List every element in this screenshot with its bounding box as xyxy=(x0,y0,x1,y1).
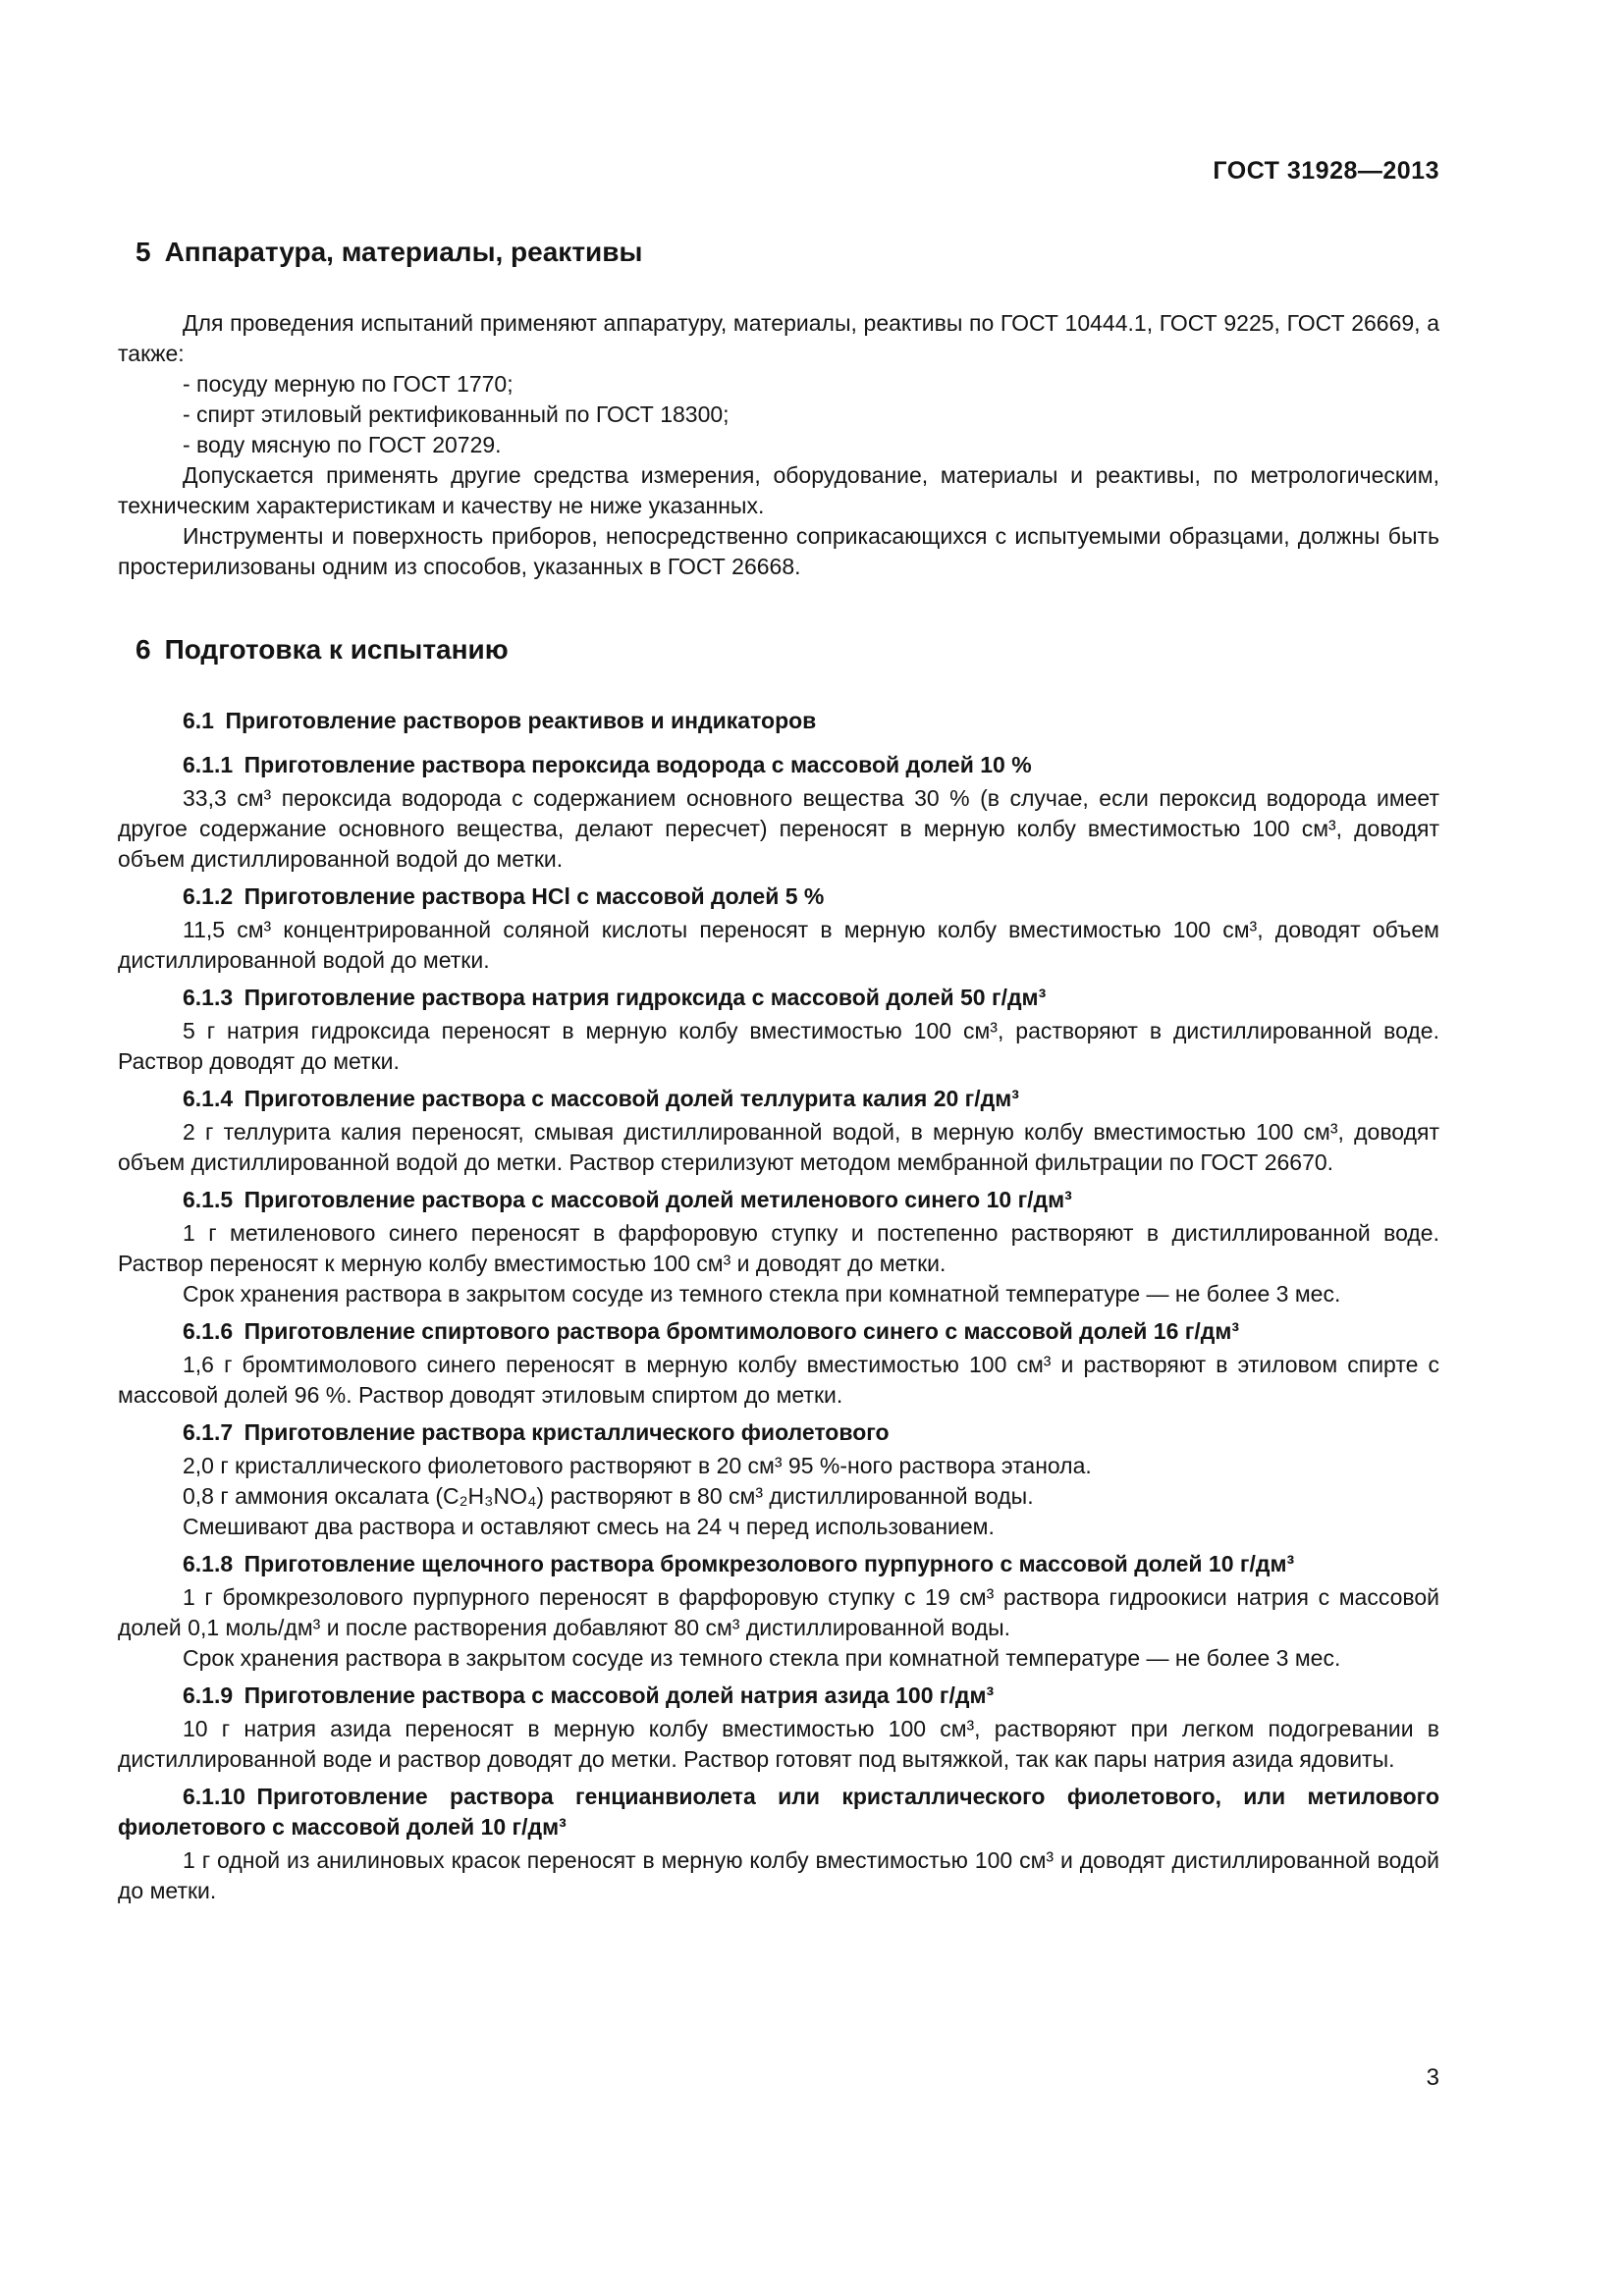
list-item: - воду мясную по ГОСТ 20729. xyxy=(183,432,502,457)
paragraph: 5 г натрия гидроксида переносят в мерную колбу вместимостью 100 см³, растворяют в дистиллированной воде. Раствор доводят до метки. xyxy=(118,1018,1439,1074)
paragraph: 2,0 г кристаллического фиолетового растворяют в 20 см³ 95 %-ного раствора этанола. xyxy=(183,1453,1092,1478)
paragraph: Срок хранения раствора в закрытом сосуде из темного стекла при комнатной температуре — не более 3 мес. xyxy=(183,1645,1341,1671)
paragraph: Инструменты и поверхность приборов, непосредственно соприкасающихся с испытуемыми образцами, должны быть простерилизованы одним из способов, указанных в ГОСТ 26668. xyxy=(118,523,1439,579)
paragraph: 1 г одной из анилиновых красок переносят в мерную колбу вместимостью 100 см³ и доводят дистиллированной водой до метки. xyxy=(118,1847,1439,1903)
paragraph: Срок хранения раствора в закрытом сосуде из темного стекла при комнатной температуре — не более 3 мес. xyxy=(183,1281,1341,1307)
section-heading: 5 Аппаратура, материалы, реактивы xyxy=(135,237,643,267)
subsection-heading: 6.1 Приготовление растворов реактивов и индикаторов xyxy=(183,708,817,733)
paragraph: 33,3 см³ пероксида водорода с содержанием основного вещества 30 % (в случае, если пероксид водорода имеет другое содержание основного вещества, делают пересчет) переносят в мерную колбу вместимостью 100 см³, доводят объем дистиллированной водой до метки. xyxy=(118,785,1439,872)
list-item: - спирт этиловый ректификованный по ГОСТ 18300; xyxy=(183,401,730,427)
clause-heading: 6.1.9 Приготовление раствора с массовой долей натрия азида 100 г/дм³ xyxy=(183,1682,995,1708)
paragraph: 1,6 г бромтимолового синего переносят в мерную колбу вместимостью 100 см³ и растворяют в этиловом спирте с массовой долей 96 %. Раствор доводят этиловым спиртом до метки. xyxy=(118,1352,1439,1408)
paragraph: 0,8 г аммония оксалата (C₂H₃NO₄) растворяют в 80 см³ дистиллированной воды. xyxy=(183,1483,1034,1509)
paragraph: 2 г теллурита калия переносят, смывая дистиллированной водой, в мерную колбу вместимостью 100 см³, доводят объем дистиллированной водой до метки. Раствор стерилизуют методом мембранной фильтрации по ГОСТ 26670. xyxy=(118,1119,1439,1175)
page-number: 3 xyxy=(1426,2064,1439,2091)
paragraph: Для проведения испытаний применяют аппаратуру, материалы, реактивы по ГОСТ 10444.1, ГОСТ 9225, ГОСТ 26669, а также: xyxy=(118,310,1439,366)
document-body xyxy=(118,236,1439,1906)
clause-heading: 6.1.7 Приготовление раствора кристаллического фиолетового xyxy=(183,1419,890,1445)
clause-heading: 6.1.4 Приготовление раствора с массовой долей теллурита калия 20 г/дм³ xyxy=(183,1086,1019,1111)
clause-heading: 6.1.5 Приготовление раствора с массовой долей метиленового синего 10 г/дм³ xyxy=(183,1187,1072,1212)
paragraph: Допускается применять другие средства измерения, оборудование, материалы и реактивы, по метрологическим, техническим характеристикам и качеству не ниже указанных. xyxy=(118,462,1439,518)
paragraph: Смешивают два раствора и оставляют смесь на 24 ч перед использованием. xyxy=(183,1514,995,1539)
paragraph: 1 г бромкрезолового пурпурного переносят в фарфоровую ступку с 19 см³ раствора гидроокиси натрия с массовой долей 0,1 моль/дм³ и после растворения добавляют 80 см³ дистиллированной воды. xyxy=(118,1584,1439,1640)
clause-heading: 6.1.2 Приготовление раствора HCl с массовой долей 5 % xyxy=(183,883,825,909)
paragraph: 10 г натрия азида переносят в мерную колбу вместимостью 100 см³, растворяют при легком подогревании в дистиллированной воде и раствор доводят до метки. Раствор готовят под вытяжкой, так как пары натрия азида ядовиты. xyxy=(118,1716,1439,1772)
clause-heading: 6.1.6 Приготовление спиртового раствора бромтимолового синего с массовой долей 16 г/дм³ xyxy=(183,1318,1240,1344)
section-heading: 6 Подготовка к испытанию xyxy=(135,634,509,665)
document-standard-number: ГОСТ 31928—2013 xyxy=(1213,157,1439,185)
clause-heading: 6.1.8 Приготовление щелочного раствора бромкрезолового пурпурного с массовой долей 10 г/дм³ xyxy=(183,1551,1295,1576)
clause-heading: 6.1.10 Приготовление раствора генцианвиолета или кристаллического фиолетового, или метилового фиолетового с массовой долей 10 г/дм³ xyxy=(118,1784,1439,1840)
clause-heading: 6.1.3 Приготовление раствора натрия гидроксида с массовой долей 50 г/дм³ xyxy=(183,985,1047,1010)
paragraph: 1 г метиленового синего переносят в фарфоровую ступку и постепенно растворяют в дистиллированной воде. Раствор переносят к мерную колбу вместимостью 100 см³ и доводят до метки. xyxy=(118,1220,1439,1276)
list-item: - посуду мерную по ГОСТ 1770; xyxy=(183,371,514,397)
clause-heading: 6.1.1 Приготовление раствора пероксида водорода с массовой долей 10 % xyxy=(183,752,1032,777)
paragraph: 11,5 см³ концентрированной соляной кислоты переносят в мерную колбу вместимостью 100 см³, доводят объем дистиллированной водой до метки. xyxy=(118,917,1439,973)
